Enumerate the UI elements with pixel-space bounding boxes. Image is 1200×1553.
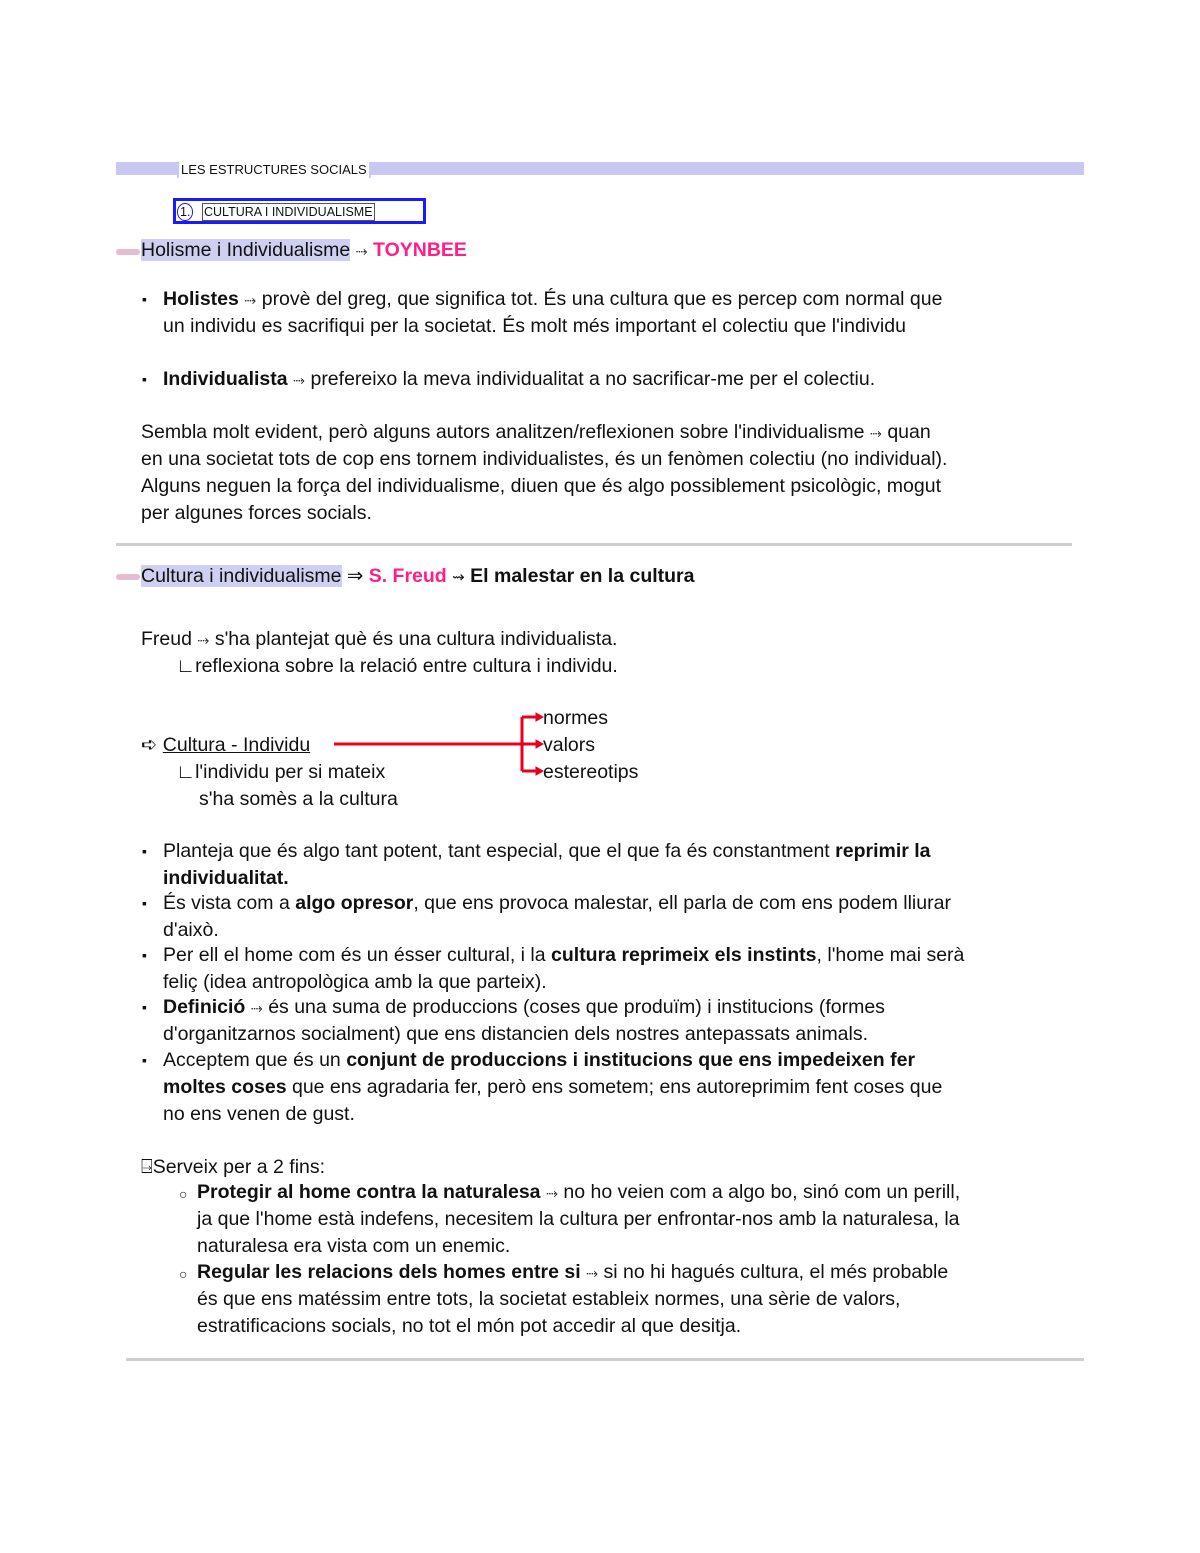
arrow-icon: ⤑ bbox=[545, 1185, 558, 1202]
bullet-icon: ▪ bbox=[142, 291, 147, 307]
fi2-line2: és que ens matéssim entre tots, la societat estableix normes, una sèrie de valors, bbox=[197, 1288, 901, 1310]
holistes-term: Holistes bbox=[163, 288, 239, 310]
diagram-root bbox=[141, 732, 310, 759]
branch-estereotips: estereotips bbox=[543, 761, 639, 783]
holistes-text1: provè del greg, que significa tot. És una cultura que es percep com normal que bbox=[261, 288, 943, 310]
fi1-line2: ja que l'home està indefens, necesitem la cultura per enfrontar-nos amb la naturalesa, la bbox=[197, 1208, 960, 1230]
fi2-bullet: ○ bbox=[179, 1266, 188, 1282]
fi1-text: no ho veien com a algo bo, sinó com un perill, bbox=[563, 1181, 961, 1203]
diagram-sub1: ∟l'individu per si mateix bbox=[176, 761, 386, 783]
bl2-text2: , que ens provoca malestar, ell parla de com ens podem lliurar bbox=[413, 892, 951, 914]
bl1-line1 bbox=[163, 838, 931, 865]
diagram-label: Cultura - Individu bbox=[162, 734, 311, 756]
arrow-icon: ⤑ bbox=[250, 1000, 263, 1017]
bl3-text: Per ell el home com és un ésser cultural, i la bbox=[163, 944, 546, 966]
arrow-icon: ⤑ bbox=[586, 1265, 599, 1282]
branch-normes: normes bbox=[543, 707, 609, 729]
author-freud: S. Freud bbox=[368, 565, 447, 587]
fi2-line3: estratificacions socials, no tot el món pot accedir al que desitja. bbox=[197, 1315, 742, 1337]
bullet-icon: ▪ bbox=[142, 843, 147, 859]
bl3-bold: cultura reprimeix els instints bbox=[551, 944, 817, 966]
bullet-icon: ▪ bbox=[142, 947, 147, 963]
bl1-line2 bbox=[163, 865, 289, 892]
bl4-line2: d'organitzarnos socialment) que ens distancien dels nostres antepassats animals. bbox=[163, 1023, 869, 1045]
section-title: CULTURA I INDIVIDUALISME bbox=[204, 205, 373, 219]
bl5-text2: que ens agradaria fer, però ens sometem; ens autoreprimim fent coses que bbox=[291, 1076, 943, 1098]
fi2-line1 bbox=[197, 1259, 948, 1287]
bl5-line1 bbox=[163, 1047, 915, 1074]
bullet-icon: ▪ bbox=[142, 895, 147, 911]
fi1-bullet: ○ bbox=[179, 1186, 188, 1202]
branch-valors: valors bbox=[543, 734, 596, 756]
individualista-text: prefereixo la meva individualitat a no sacrificar-me per el colectiu. bbox=[310, 368, 876, 390]
bl3-line1 bbox=[163, 942, 964, 969]
serveix-text: Serveix per a 2 fins: bbox=[152, 1156, 326, 1178]
bl1-text: Planteja que és algo tant potent, tant especial, que el que fa és constantment bbox=[163, 840, 830, 862]
freud-text: s'ha plantejat què és una cultura individualista. bbox=[214, 628, 618, 650]
arrow-icon: ⤑ bbox=[293, 372, 306, 389]
paragraph-line3: Alguns neguen la força del individualisme, diuen que és algo possiblement psicològic, mogut bbox=[141, 475, 941, 497]
freud-word: Freud bbox=[141, 628, 192, 650]
arrow-icon: ⤑ bbox=[869, 425, 882, 442]
serveix-line bbox=[141, 1154, 325, 1181]
paragraph-text1-end: quan bbox=[887, 421, 931, 443]
arrow-icon: ⤑ bbox=[197, 632, 210, 649]
diagram-sub2: s'ha somès a la cultura bbox=[199, 788, 398, 810]
fi1-line3: naturalesa era vista com un enemic. bbox=[197, 1235, 511, 1257]
fi2-term: Regular les relacions dels homes entre si bbox=[197, 1261, 581, 1283]
paragraph-line2: en una societat tots de cop ens tornem individualistes, és un fenòmen colectiu (no individual). bbox=[141, 448, 948, 470]
bl1-bold: reprimir la bbox=[835, 840, 931, 862]
bullet-icon: ▪ bbox=[142, 999, 147, 1015]
bl4-text: és una suma de produccions (coses que produïm) i institucions (formes bbox=[268, 996, 885, 1018]
fi1-term: Protegir al home contra la naturalesa bbox=[197, 1181, 541, 1203]
bl5-line3: no ens venen de gust. bbox=[163, 1103, 355, 1125]
author-toynbee: TOYNBEE bbox=[373, 239, 467, 261]
reflect-line: ∟reflexiona sobre la relació entre cultura i individu. bbox=[176, 655, 618, 677]
heading-cultura-text: Cultura i individualisme bbox=[141, 565, 342, 587]
doc-title: LES ESTRUCTURES SOCIALS bbox=[177, 162, 371, 178]
paragraph-line4: per algunes forces socials. bbox=[141, 502, 372, 524]
bl4-line1 bbox=[163, 994, 885, 1022]
work-title: El malestar en la cultura bbox=[470, 565, 695, 587]
squiggle-arrow-icon: ⇝ bbox=[452, 569, 465, 586]
pointer-icon: ➪ bbox=[141, 734, 158, 756]
section-number: 1. bbox=[177, 203, 193, 221]
bullet-icon: ▪ bbox=[142, 371, 147, 387]
implies-icon: ⇒ bbox=[346, 565, 364, 587]
bl5-bold2: moltes coses bbox=[163, 1076, 287, 1098]
fi2-text: si no hi hagués cultura, el més probable bbox=[603, 1261, 949, 1283]
bl5-bold: conjunt de produccions i institucions que ens impedeixen fer bbox=[346, 1049, 916, 1071]
bullet-icon: ▪ bbox=[142, 1052, 147, 1068]
serveix-icon: ⍈ bbox=[141, 1156, 153, 1178]
bl4-bold: Definició bbox=[163, 996, 246, 1018]
bl2-line2: d'això. bbox=[163, 919, 219, 941]
bl2-line1 bbox=[163, 890, 951, 917]
individualista-term: Individualista bbox=[163, 368, 288, 390]
holistes-line2: un individu es sacrifiqui per la societat. És molt més important el colectiu que l'individu bbox=[163, 315, 906, 337]
fi1-line1 bbox=[197, 1179, 960, 1207]
bl5-line2 bbox=[163, 1074, 942, 1101]
paragraph-text1: Sembla molt evident, però alguns autors analitzen/reflexionen sobre l'individualisme bbox=[141, 421, 865, 443]
bl3-text2: , l'home mai serà bbox=[816, 944, 965, 966]
arrow-icon: ⤑ bbox=[355, 243, 368, 260]
bl2-bold: algo opresor bbox=[295, 892, 414, 914]
divider bbox=[126, 1358, 1084, 1361]
bl5-text: Acceptem que és un bbox=[163, 1049, 341, 1071]
arrow-icon: ⤑ bbox=[244, 292, 257, 309]
bl2-text: És vista com a bbox=[163, 892, 290, 914]
bl3-line2: feliç (idea antropològica amb la que parteix). bbox=[163, 971, 547, 993]
bl1-bold2: individualitat. bbox=[163, 867, 289, 889]
heading-holisme-text: Holisme i Individualisme bbox=[141, 239, 351, 261]
